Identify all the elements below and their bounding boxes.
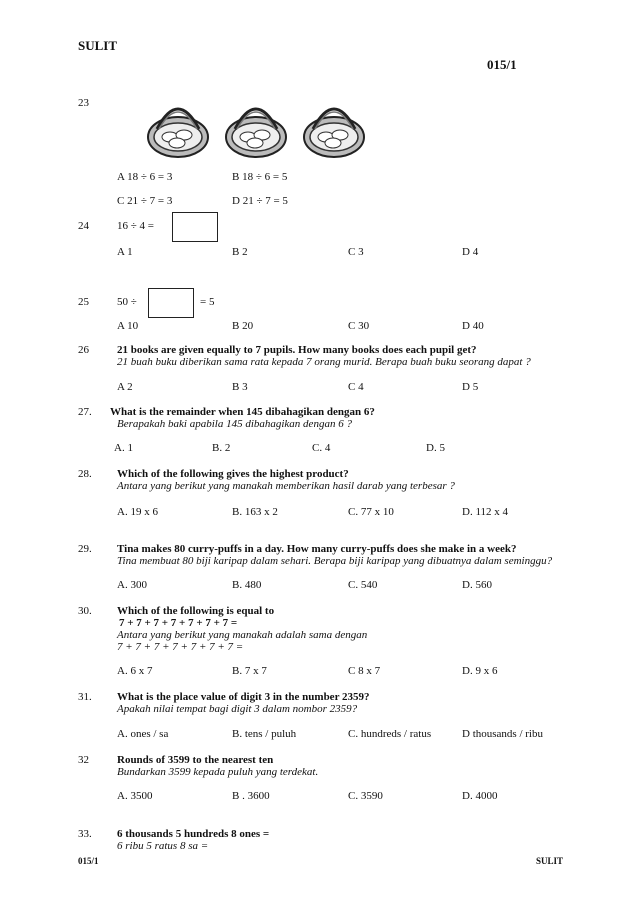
option-c[interactable]: C 3 [348,246,364,258]
option-a[interactable]: A 18 ÷ 6 = 3 [117,171,173,183]
option-b[interactable]: B 2 [232,246,248,258]
question-right: = 5 [200,296,215,308]
option-b[interactable]: B . 3600 [232,790,270,802]
question-text: 16 ÷ 4 = [117,220,154,232]
option-a[interactable]: A. 1 [114,442,133,454]
option-d[interactable]: D 5 [462,381,479,393]
option-b[interactable]: B 20 [232,320,254,332]
option-b[interactable]: B 3 [232,381,248,393]
basket-icon [143,97,213,162]
option-b[interactable]: B. tens / puluh [232,728,297,740]
question-number: 23 [78,97,89,109]
option-d[interactable]: D 40 [462,320,484,332]
question-text-en: Tina makes 80 curry-puffs in a day. How many curry-puffs does she make in a week? [117,543,517,555]
question-number: 27. [78,406,92,418]
option-c[interactable]: C. 3590 [348,790,383,802]
option-c[interactable]: C 8 x 7 [348,665,381,677]
question-text-ms: 6 ribu 5 ratus 8 sa = [117,840,209,852]
option-c[interactable]: C. hundreds / ratus [348,728,432,740]
question-text-en: 6 thousands 5 hundreds 8 ones = [117,828,270,840]
question-text-ms: Tina membuat 80 biji karipap dalam sehari. Berapa biji karipap yang dibuatnya dalam seminggu? [117,555,553,567]
option-a[interactable]: A 10 [117,320,139,332]
option-b[interactable]: B. 2 [212,442,231,454]
question-number: 26 [78,344,89,356]
question-text-en: What is the place value of digit 3 in the number 2359? [117,691,370,703]
option-d[interactable]: D. 560 [462,579,492,591]
footer-sulit: SULIT [536,856,564,866]
question-text-en: What is the remainder when 145 dibahagikan dengan 6? [110,406,375,418]
option-a[interactable]: A. 300 [117,579,147,591]
option-d[interactable]: D. 112 x 4 [462,506,509,518]
question-number: 30. [78,605,92,617]
option-a[interactable]: A. ones / sa [117,728,169,740]
option-b[interactable]: B 18 ÷ 6 = 5 [232,171,288,183]
question-number: 33. [78,828,92,840]
option-a[interactable]: A 2 [117,381,133,393]
question-number: 32 [78,754,89,766]
option-b[interactable]: B. 480 [232,579,262,591]
question-text-ms: Apakah nilai tempat bagi digit 3 dalam nombor 2359? [117,703,358,715]
option-b[interactable]: B. 7 x 7 [232,665,267,677]
option-d[interactable]: D. 4000 [462,790,498,802]
basket-icon [299,97,369,162]
option-d[interactable]: D. 5 [426,442,445,454]
question-expression-ms: 7 + 7 + 7 + 7 + 7 + 7 + 7 = [117,641,244,653]
question-text-en: 21 books are given equally to 7 pupils. How many books does each pupil get? [117,344,477,356]
question-left: 50 ÷ [117,296,137,308]
question-number: 28. [78,468,92,480]
footer-code: 015/1 [78,856,99,866]
question-text-ms: Berapakah baki apabila 145 dibahagikan dengan 6 ? [117,418,352,430]
question-text-ms: Antara yang berikut yang manakah memberikan hasil darab yang terbesar ? [117,480,455,492]
option-d[interactable]: D thousands / ribu [462,728,543,740]
option-a[interactable]: A 1 [117,246,133,258]
question-number: 29. [78,543,92,555]
option-c[interactable]: C. 540 [348,579,378,591]
answer-box[interactable] [148,288,194,318]
option-c[interactable]: C. 77 x 10 [348,506,394,518]
answer-box[interactable] [172,212,218,242]
question-text-en: Rounds of 3599 to the nearest ten [117,754,274,766]
question-expression: 7 + 7 + 7 + 7 + 7 + 7 + 7 = [119,617,238,629]
option-d[interactable]: D. 9 x 6 [462,665,498,677]
option-a[interactable]: A. 3500 [117,790,153,802]
question-number: 25 [78,296,89,308]
option-d[interactable]: D 21 ÷ 7 = 5 [232,195,288,207]
option-a[interactable]: A. 19 x 6 [117,506,158,518]
question-number: 31. [78,691,92,703]
question-text-en: Which of the following is equal to [117,605,275,617]
option-b[interactable]: B. 163 x 2 [232,506,278,518]
question-number: 24 [78,220,89,232]
header-sulit: SULIT [78,38,118,53]
option-c[interactable]: C 4 [348,381,364,393]
question-text-en: Which of the following gives the highest product? [117,468,349,480]
question-text-ms: Bundarkan 3599 kepada puluh yang terdekat. [117,766,319,778]
basket-icon [221,97,291,162]
question-text-ms: Antara yang berikut yang manakah adalah sama dengan [117,629,368,641]
option-d[interactable]: D 4 [462,246,479,258]
header-code: 015/1 [487,57,517,72]
question-text-ms: 21 buah buku diberikan sama rata kepada 7 orang murid. Berapa buah buku seorang dapat ? [117,356,531,368]
option-a[interactable]: A. 6 x 7 [117,665,153,677]
option-c[interactable]: C 30 [348,320,370,332]
option-c[interactable]: C 21 ÷ 7 = 3 [117,195,173,207]
option-c[interactable]: C. 4 [312,442,331,454]
